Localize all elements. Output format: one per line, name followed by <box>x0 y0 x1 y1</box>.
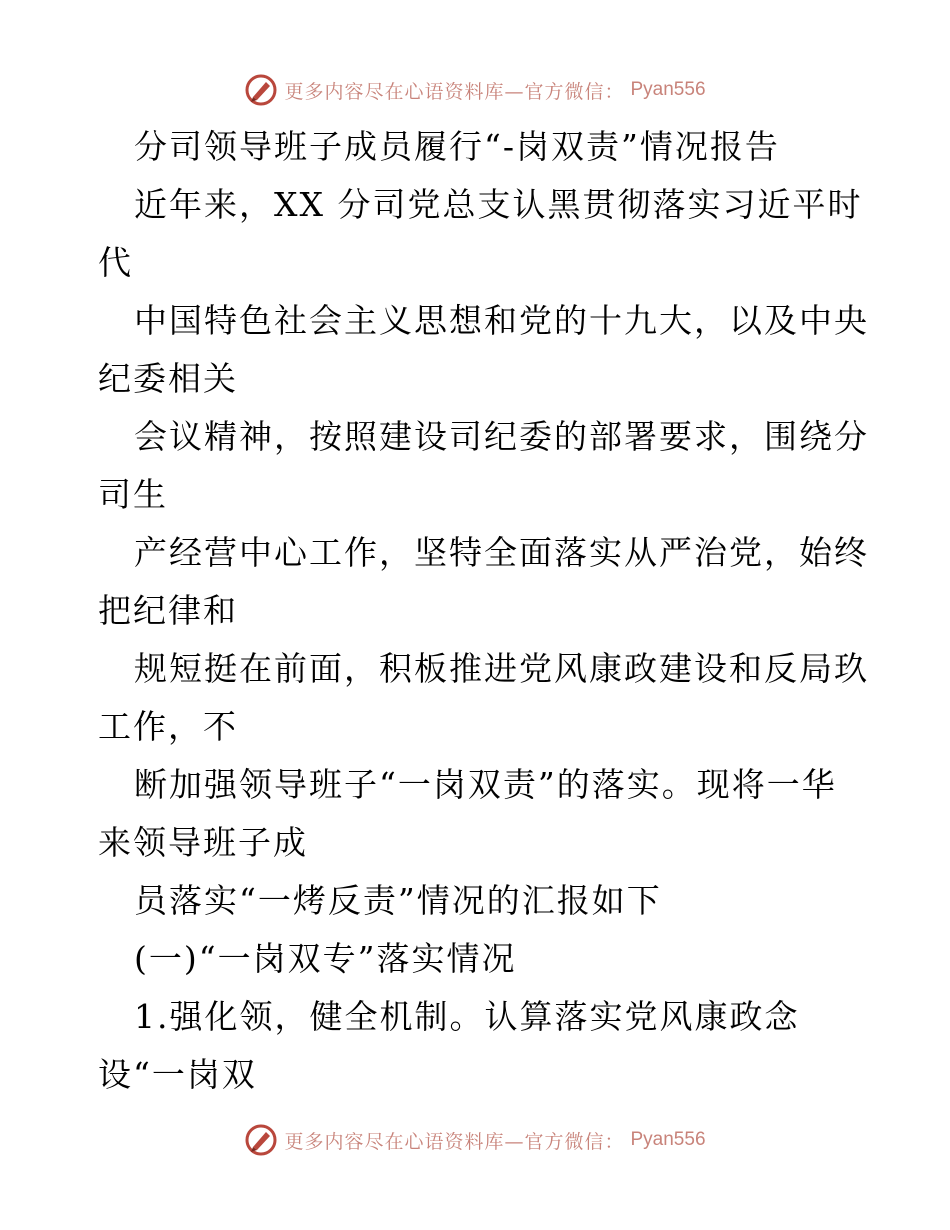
pen-logo-icon <box>244 1123 278 1157</box>
text-line: 把纪律和 <box>98 591 238 630</box>
watermark-header <box>0 70 950 110</box>
text-line: 中国特色社会主义思想和党的十九大，以及中央 <box>134 301 869 340</box>
watermark-text: 更多内容尽在心语资料库—官方微信： <box>284 80 625 103</box>
text-line: 会议精神，按照建设司纪委的部署要求，围绕分 <box>134 417 869 456</box>
text-line: 分司领导班子成员履行“-岗双责”情况报告 <box>134 127 780 166</box>
watermark-footer <box>0 1120 950 1160</box>
text-line: 代 <box>98 243 133 282</box>
text-line: 近年来，XX 分司党总支认黑贯彻落实习近平时 <box>134 185 863 224</box>
watermark-account: Pyan556 <box>630 1129 706 1150</box>
text-line: 断加强领导班子“一岗双责”的落实。现将一华 <box>134 765 837 804</box>
text-line: 1.强化领，健全机制。认算落实党风康政念 <box>134 997 800 1036</box>
text-line: 工作，不 <box>98 707 238 746</box>
document-body <box>98 118 869 1104</box>
pen-logo-icon <box>244 73 278 107</box>
text-line: 设“一岗双 <box>98 1055 257 1094</box>
text-line: 司生 <box>98 475 168 514</box>
text-line: 产经营中心工作，坚特全面落实从严治党，始终 <box>134 533 869 572</box>
text-line: (一)“一岗双专”落实情况 <box>134 939 517 978</box>
watermark-account: Pyan556 <box>630 79 706 100</box>
text-line: 来领导班子成 <box>98 823 308 862</box>
text-line: 规短挺在前面，积板推进党风康政建设和反局玖 <box>134 649 869 688</box>
watermark-text: 更多内容尽在心语资料库—官方微信： <box>284 1130 625 1153</box>
text-line: 员落实“一烤反责”情况的汇报如下 <box>134 881 662 920</box>
text-line: 纪委相关 <box>98 359 238 398</box>
